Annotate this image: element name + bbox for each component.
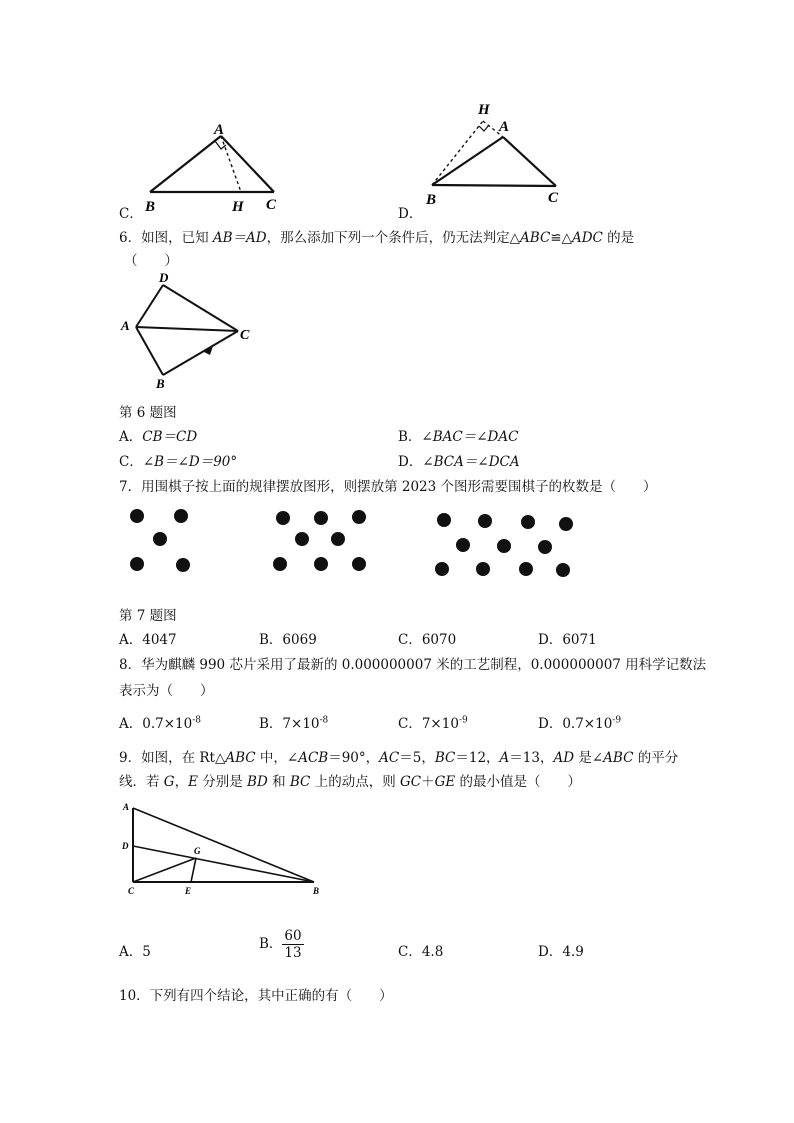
q9-option-b[interactable] xyxy=(259,928,304,961)
go-stone xyxy=(176,558,190,572)
go-stone xyxy=(295,532,309,546)
math-symbol: AC xyxy=(379,750,400,766)
q8-stem-line2: 表示为（ ） xyxy=(119,683,214,699)
option-label: C． xyxy=(119,454,143,470)
math-symbol: BC xyxy=(434,750,456,766)
math-symbol: ABC xyxy=(603,750,634,766)
option-text: ∠BAC＝∠DAC xyxy=(421,429,519,445)
q6-triangle-abc: ABC xyxy=(520,230,551,246)
vertex-label-b: B xyxy=(156,376,165,391)
vertex-label-c: C xyxy=(240,328,250,343)
q6-figure-caption: 第 6 题图 xyxy=(119,405,177,421)
option-base: 0.7×10 xyxy=(142,716,193,732)
option-exponent: -8 xyxy=(319,715,329,726)
option-text: CB＝CD xyxy=(142,429,198,445)
math-symbol: BD xyxy=(247,774,268,790)
go-stone xyxy=(521,515,535,529)
vertex-label-h: H xyxy=(232,199,244,215)
vertex-label-d: D xyxy=(159,270,169,285)
go-stone xyxy=(130,509,144,523)
q7-figure xyxy=(118,500,588,590)
vertex-label-b: B xyxy=(313,886,320,896)
option-label: C． xyxy=(398,716,422,732)
vertex-label-e: E xyxy=(185,886,192,896)
q6-option-b[interactable] xyxy=(398,425,518,445)
option-label: B． xyxy=(259,632,283,648)
vertex-label-c: C xyxy=(128,886,135,896)
q8-option-a[interactable] xyxy=(119,712,201,732)
go-stone xyxy=(437,513,451,527)
option-text: 4.8 xyxy=(421,944,444,960)
go-stone xyxy=(456,538,470,552)
option-text: 6071 xyxy=(562,632,597,648)
stem-text: 中，∠ xyxy=(255,750,299,766)
q8-stem-line1: 8．华为麒麟 990 芯片采用了最新的 0.000000007 米的工艺制程，0.000000007 用科学记数法 xyxy=(119,657,707,673)
q6-congruence-symbol: ≌△ xyxy=(550,230,572,246)
fraction-denominator: 13 xyxy=(284,945,302,962)
q6-stem xyxy=(119,226,634,246)
option-exponent: -8 xyxy=(192,715,201,726)
q9-stem-line2 xyxy=(119,770,581,790)
option-text: ∠BCA＝∠DCA xyxy=(422,454,520,470)
go-stone xyxy=(476,562,490,576)
stem-text: ＝13， xyxy=(509,750,554,766)
go-stone xyxy=(153,532,167,546)
vertex-label-g: G xyxy=(194,846,201,856)
q6-stem-text: 6．如图，已知 xyxy=(119,230,213,246)
fraction-numerator: 60 xyxy=(284,928,302,944)
vertex-label-a: A xyxy=(214,122,225,138)
q6-figure xyxy=(118,270,268,395)
math-symbol: A xyxy=(499,750,510,766)
go-stone xyxy=(538,540,552,554)
option-text: 6070 xyxy=(421,632,457,648)
math-symbol: BC xyxy=(289,774,311,790)
vertex-label-b: B xyxy=(145,199,156,215)
go-stone xyxy=(273,557,287,571)
math-symbol: E xyxy=(188,774,198,790)
stem-text: 线．若 xyxy=(119,774,164,790)
go-stone xyxy=(435,562,449,576)
vertex-label-c: C xyxy=(266,197,277,213)
stem-text: ， xyxy=(174,774,189,790)
q9-figure xyxy=(118,798,328,903)
q9-option-a[interactable] xyxy=(119,940,151,960)
option-text: 5 xyxy=(142,944,151,960)
q9-stem-line1 xyxy=(119,746,678,766)
q6-option-d[interactable] xyxy=(398,450,520,470)
q8-option-d[interactable] xyxy=(538,712,621,732)
option-text: 4.9 xyxy=(562,944,584,960)
q7-option-c[interactable] xyxy=(398,628,456,648)
math-symbol: GE xyxy=(434,774,456,790)
option-label: D． xyxy=(538,944,563,960)
option-base: 7×10 xyxy=(421,716,459,732)
go-stone xyxy=(314,557,328,571)
vertex-label-a: A xyxy=(123,802,130,812)
option-label: B． xyxy=(398,429,422,445)
option-label: D． xyxy=(538,632,563,648)
math-symbol: ACB xyxy=(298,750,329,766)
q6-option-c[interactable] xyxy=(119,450,237,470)
q10-stem: 10．下列有四个结论，其中正确的有（ ） xyxy=(119,988,393,1004)
option-exponent: -9 xyxy=(458,715,468,726)
q5-option-d-label: D． xyxy=(398,206,423,222)
stem-text: ＝12， xyxy=(455,750,500,766)
option-label: A． xyxy=(119,632,143,648)
q7-option-d[interactable] xyxy=(538,628,597,648)
q6-given-condition: AB＝AD xyxy=(212,230,267,246)
stem-text: 分别是 xyxy=(197,774,248,790)
q6-triangle-adc: ADC xyxy=(571,230,603,246)
option-exponent: -9 xyxy=(612,715,622,726)
vertex-label-c: C xyxy=(548,190,559,206)
vertex-label-b: B xyxy=(426,192,437,208)
go-stone xyxy=(497,539,511,553)
q6-answer-bracket: （ ） xyxy=(124,253,178,269)
stem-text: 9．如图，在 Rt△ xyxy=(119,750,226,766)
go-stone xyxy=(174,509,188,523)
option-label: B． xyxy=(259,936,283,953)
vertex-label-d: D xyxy=(122,841,129,851)
q7-stem: 7．用围棋子按上面的规律摆放图形，则摆放第 2023 个图形需要围棋子的枚数是（ ） xyxy=(119,479,657,495)
math-symbol: GC xyxy=(400,774,422,790)
go-stone xyxy=(556,563,570,577)
vertex-label-a: A xyxy=(499,119,510,135)
option-label: A． xyxy=(119,944,143,960)
option-text: ∠B＝∠D＝90° xyxy=(142,454,238,470)
go-stone xyxy=(478,514,492,528)
q6-option-a[interactable] xyxy=(119,425,197,445)
go-stone xyxy=(352,557,366,571)
q9-option-c[interactable] xyxy=(398,940,443,960)
math-symbol: ABC xyxy=(225,750,256,766)
fraction xyxy=(282,928,303,961)
math-symbol: AD xyxy=(553,750,575,766)
q5-option-c-label: C． xyxy=(119,206,143,222)
option-label: C． xyxy=(398,944,422,960)
q8-option-c[interactable] xyxy=(398,712,468,732)
q6-stem-text: 的是 xyxy=(602,230,635,246)
q8-option-b[interactable] xyxy=(259,712,328,732)
option-label: A． xyxy=(119,429,143,445)
stem-text: ＋ xyxy=(421,774,435,790)
option-label: C． xyxy=(398,632,422,648)
option-text: 6069 xyxy=(282,632,317,648)
go-stone xyxy=(352,510,366,524)
option-label: B． xyxy=(259,716,283,732)
q7-option-b[interactable] xyxy=(259,628,317,648)
stem-text: 的平分 xyxy=(633,750,679,766)
go-stone xyxy=(559,517,573,531)
stem-text: 和 xyxy=(267,774,290,790)
option-base: 0.7×10 xyxy=(562,716,613,732)
go-stone xyxy=(331,532,345,546)
go-stone xyxy=(276,511,290,525)
option-base: 7×10 xyxy=(282,716,320,732)
vertex-label-a: A xyxy=(121,318,130,333)
q5-figure-d xyxy=(420,98,570,213)
pattern-3 xyxy=(435,513,573,577)
q7-option-a[interactable] xyxy=(119,628,177,648)
stem-text: ＝90°， xyxy=(328,750,380,766)
math-symbol: G xyxy=(163,774,175,790)
stem-text: 上的动点，则 xyxy=(310,774,400,790)
stem-text: 是∠ xyxy=(574,750,604,766)
go-stone xyxy=(130,557,144,571)
vertex-label-h: H xyxy=(478,102,490,118)
pattern-2 xyxy=(273,510,366,571)
q9-option-d[interactable] xyxy=(538,940,584,960)
stem-text: 的最小值是（ ） xyxy=(455,774,582,790)
option-text: 4047 xyxy=(142,632,177,648)
option-label: D． xyxy=(538,716,563,732)
option-label: A． xyxy=(119,716,143,732)
q7-figure-caption: 第 7 题图 xyxy=(119,608,177,624)
option-label: D． xyxy=(398,454,423,470)
go-stone xyxy=(314,511,328,525)
go-stone xyxy=(519,562,533,576)
q6-stem-text: ，那么添加下列一个条件后，仍无法判定△ xyxy=(266,230,521,246)
pattern-1 xyxy=(130,509,190,572)
stem-text: ＝5， xyxy=(399,750,435,766)
q5-figure-c xyxy=(140,118,290,218)
